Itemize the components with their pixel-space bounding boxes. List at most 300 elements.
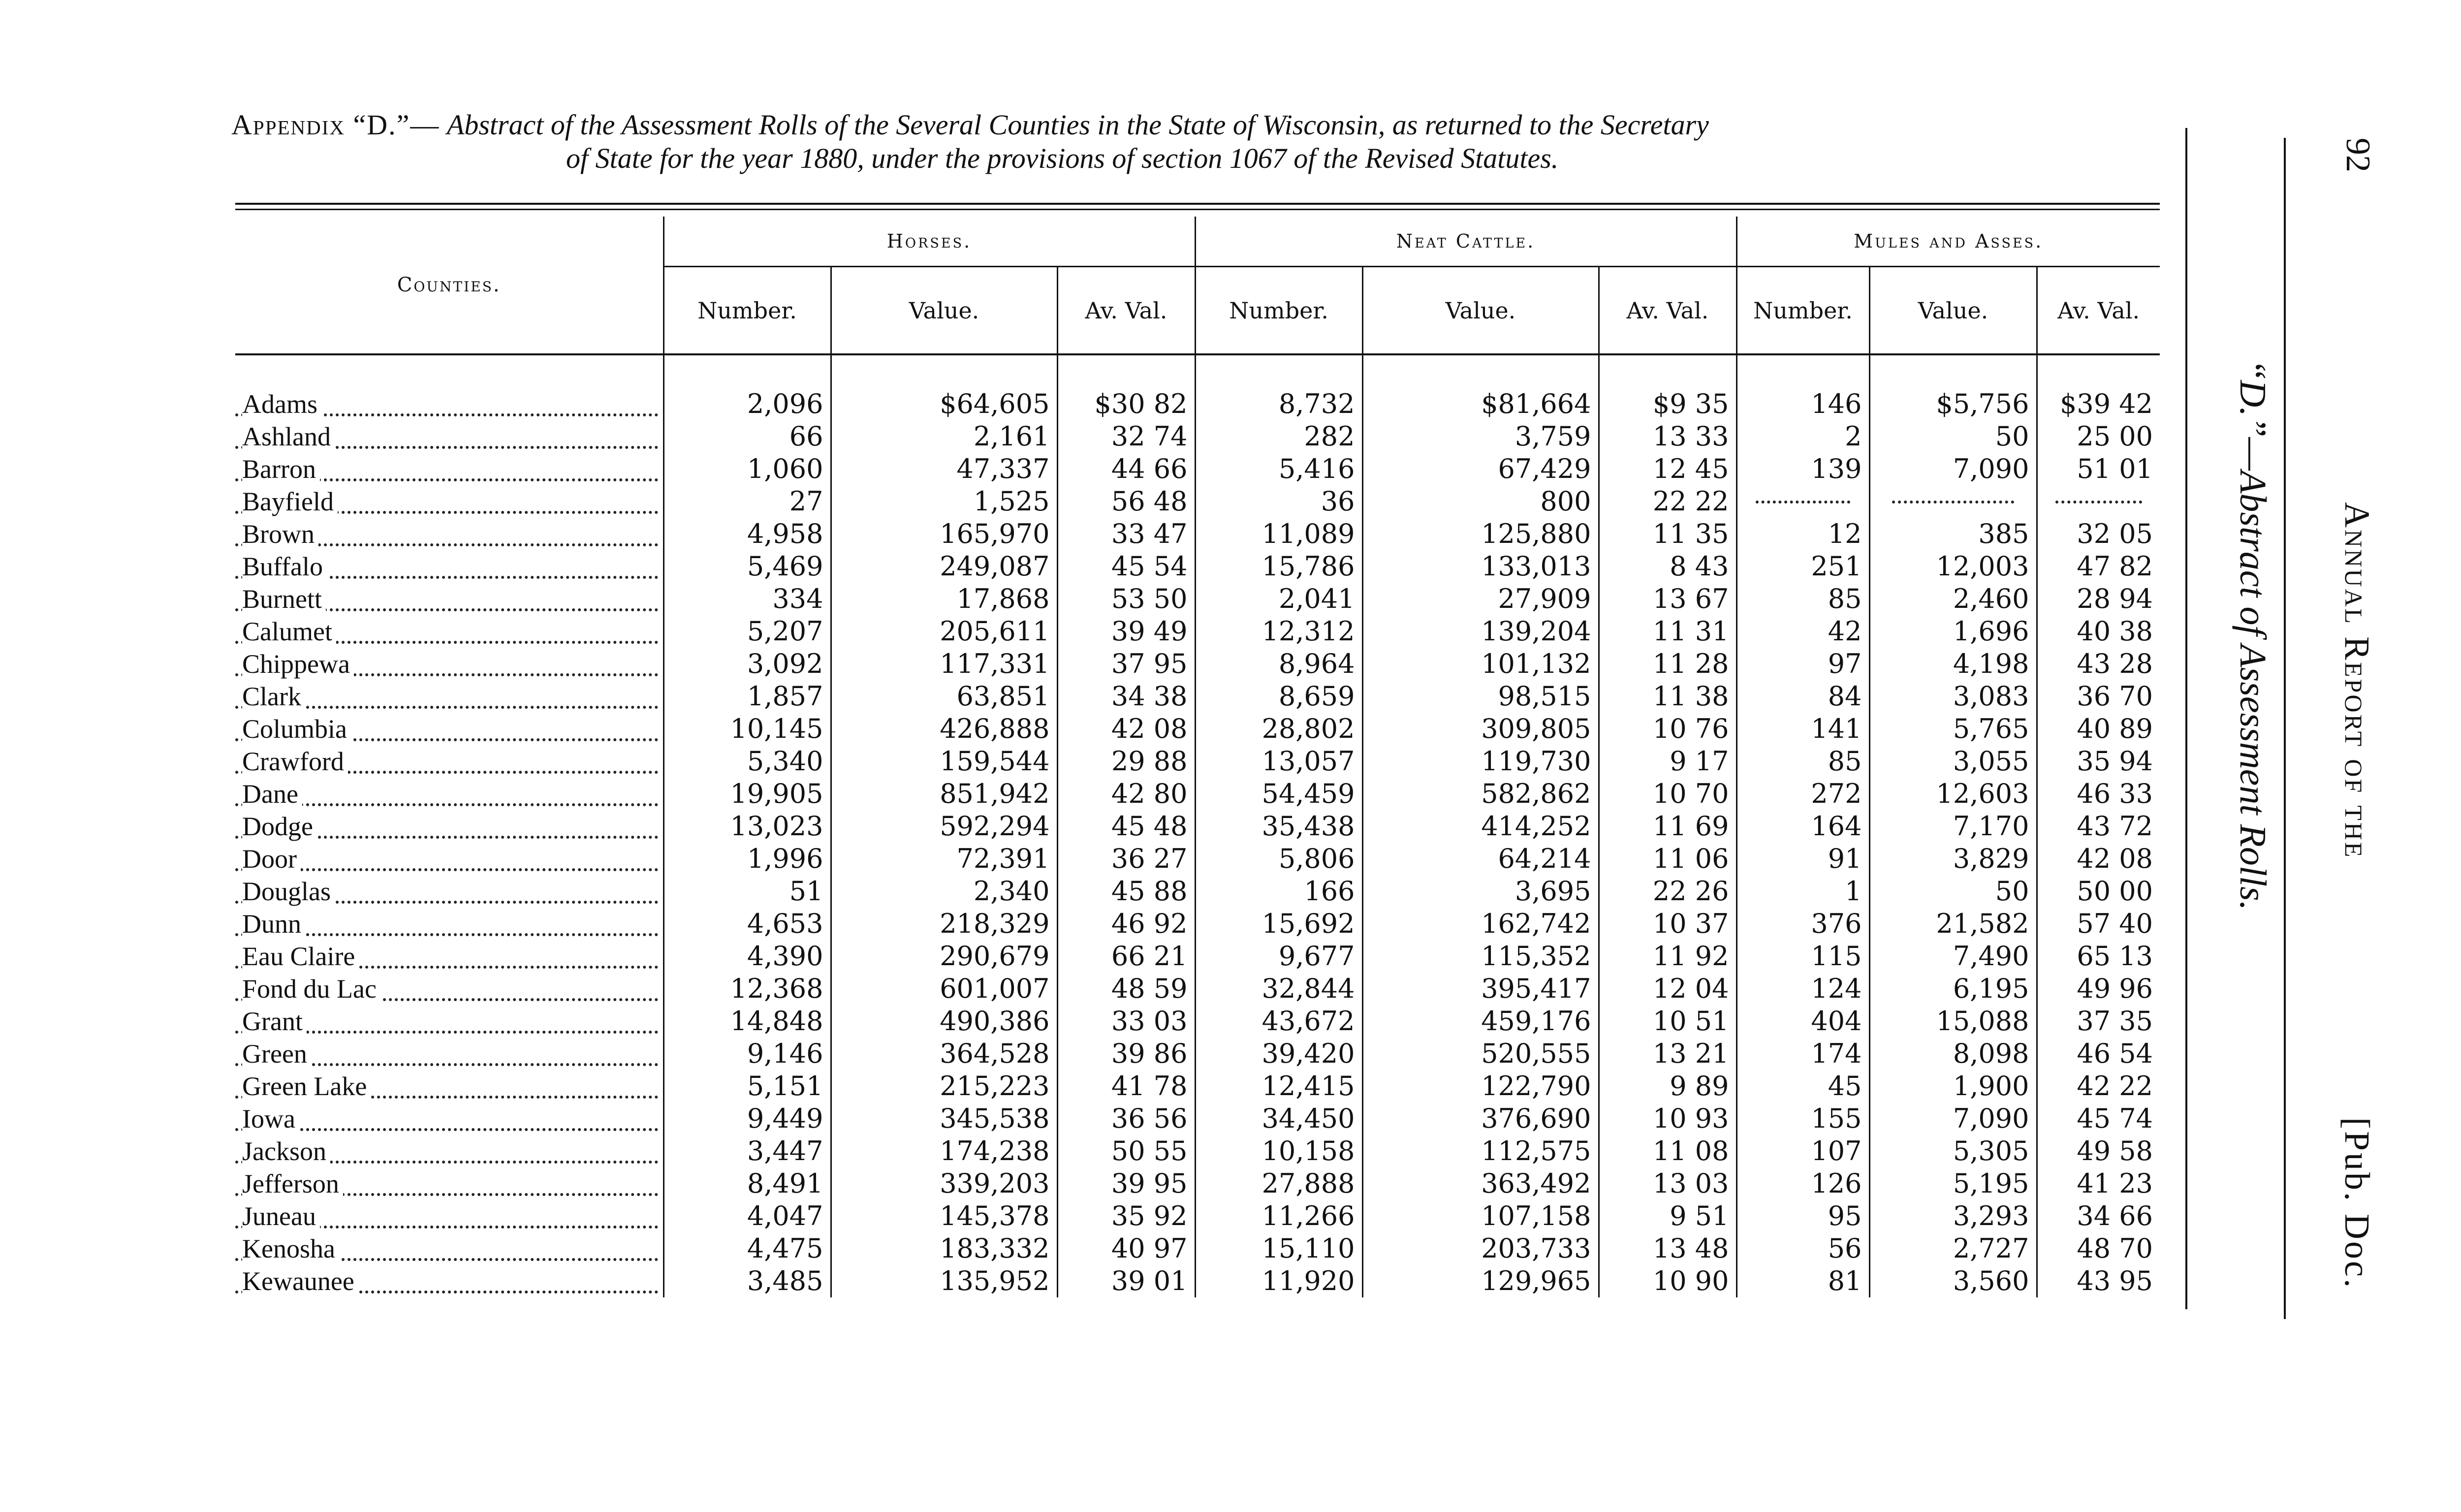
table-row [235, 583, 2160, 615]
value-cell: 13 21 [1599, 1038, 1736, 1070]
value-cell: 117,331 [831, 648, 1057, 680]
value-cell: 2,727 [1869, 1232, 2037, 1265]
value-cell: 49 96 [2037, 973, 2160, 1005]
value-cell: 9 17 [1599, 745, 1736, 778]
value-cell: 4,475 [663, 1232, 831, 1265]
value-cell: 10,145 [663, 713, 831, 745]
column-header: Av. Val. [1599, 267, 1736, 355]
value-cell: 85 [1736, 583, 1869, 615]
value-cell: 133,013 [1362, 550, 1599, 583]
county-name-cell [235, 1167, 663, 1200]
table-row [235, 843, 2160, 875]
county-name-cell [235, 908, 663, 940]
value-cell: 5,469 [663, 550, 831, 583]
value-cell: 49 58 [2037, 1135, 2160, 1167]
value-cell: 5,765 [1869, 713, 2037, 745]
value-cell: 39,420 [1195, 1038, 1362, 1070]
spine-rule [2284, 138, 2286, 1319]
value-cell: 45 54 [1057, 550, 1195, 583]
value-cell: 28 94 [2037, 583, 2160, 615]
value-cell: 11,266 [1195, 1200, 1362, 1232]
value-cell: 2 [1736, 420, 1869, 453]
value-cell: 272 [1736, 778, 1869, 810]
county-name-cell [235, 973, 663, 1005]
value-cell: 42 80 [1057, 778, 1195, 810]
value-cell: 41 23 [2037, 1167, 2160, 1200]
value-cell: 34 38 [1057, 680, 1195, 713]
value-cell: 91 [1736, 843, 1869, 875]
table-row [235, 420, 2160, 453]
value-cell: 33 03 [1057, 1005, 1195, 1038]
county-name-cell [235, 518, 663, 550]
value-cell: 1,525 [831, 485, 1057, 518]
value-cell: 249,087 [831, 550, 1057, 583]
value-cell: 12 04 [1599, 973, 1736, 1005]
value-cell: 7,170 [1869, 810, 2037, 843]
value-cell: 5,305 [1869, 1135, 2037, 1167]
value-cell: 9 89 [1599, 1070, 1736, 1102]
value-cell: 11 92 [1599, 940, 1736, 973]
value-cell: 11 35 [1599, 518, 1736, 550]
table-row [235, 648, 2160, 680]
county-name-cell [235, 1232, 663, 1265]
county-name: Dane [242, 779, 302, 809]
value-cell: 582,862 [1362, 778, 1599, 810]
value-cell: 13 33 [1599, 420, 1736, 453]
value-cell: 11 31 [1599, 615, 1736, 648]
value-cell: 3,759 [1362, 420, 1599, 453]
value-cell: 12 [1736, 518, 1869, 550]
value-cell: 10 70 [1599, 778, 1736, 810]
value-cell: 4,653 [663, 908, 831, 940]
table-row [235, 518, 2160, 550]
title-rule-upper [235, 203, 2160, 205]
value-cell: 44 66 [1057, 453, 1195, 485]
value-cell: 3,092 [663, 648, 831, 680]
value-cell: 3,055 [1869, 745, 2037, 778]
column-header: Value. [831, 267, 1057, 355]
page-number: 92 [2339, 138, 2377, 172]
value-cell: 1,060 [663, 453, 831, 485]
value-cell: 95 [1736, 1200, 1869, 1232]
value-cell: 251 [1736, 550, 1869, 583]
title-line-2: of State for the year 1880, under the provisions of section 1067 of the Revised Statutes. [566, 142, 1559, 174]
value-cell: 126 [1736, 1167, 1869, 1200]
value-cell: $30 82 [1057, 388, 1195, 420]
table-row [235, 973, 2160, 1005]
county-name: Green [242, 1039, 311, 1069]
value-cell: 12,415 [1195, 1070, 1362, 1102]
value-cell: 3,293 [1869, 1200, 2037, 1232]
value-cell: 10 51 [1599, 1005, 1736, 1038]
value-cell: 43 28 [2037, 648, 2160, 680]
value-cell: 395,417 [1362, 973, 1599, 1005]
county-name-cell [235, 1135, 663, 1167]
value-cell: 47 82 [2037, 550, 2160, 583]
value-cell: 22 22 [1599, 485, 1736, 518]
value-cell: 162,742 [1362, 908, 1599, 940]
value-cell: 3,829 [1869, 843, 2037, 875]
county-name-cell [235, 420, 663, 453]
value-cell: 215,223 [831, 1070, 1057, 1102]
value-cell: 37 35 [2037, 1005, 2160, 1038]
county-name: Green Lake [242, 1071, 371, 1101]
county-name: Calumet [242, 617, 336, 646]
group-horses: Horses. [663, 217, 1195, 267]
value-cell: 9,677 [1195, 940, 1362, 973]
empty-cell [1869, 485, 2037, 518]
value-cell: 40 97 [1057, 1232, 1195, 1265]
county-name: Kenosha [242, 1234, 339, 1263]
county-name: Burnett [242, 584, 326, 614]
value-cell: 2,041 [1195, 583, 1362, 615]
value-cell: 12,003 [1869, 550, 2037, 583]
value-cell: 51 01 [2037, 453, 2160, 485]
value-cell: 2,460 [1869, 583, 2037, 615]
value-cell: 28,802 [1195, 713, 1362, 745]
value-cell: 107 [1736, 1135, 1869, 1167]
county-name: Bayfield [242, 487, 338, 516]
value-cell: 164 [1736, 810, 1869, 843]
value-cell: 146 [1736, 388, 1869, 420]
county-name-cell [235, 843, 663, 875]
value-cell: 39 49 [1057, 615, 1195, 648]
value-cell: 345,538 [831, 1102, 1057, 1135]
value-cell: 42 08 [1057, 713, 1195, 745]
value-cell: 39 95 [1057, 1167, 1195, 1200]
title-line-1: Abstract of the Assessment Rolls of the Several Counties in the State of Wisconsin, as returned to the Secretary [446, 109, 1709, 141]
value-cell: 53 50 [1057, 583, 1195, 615]
value-cell: 8,659 [1195, 680, 1362, 713]
value-cell: 339,203 [831, 1167, 1057, 1200]
table-row [235, 1038, 2160, 1070]
table-row [235, 680, 2160, 713]
value-cell: 334 [663, 583, 831, 615]
value-cell: 3,560 [1869, 1265, 2037, 1297]
county-name-cell [235, 485, 663, 518]
value-cell: 54,459 [1195, 778, 1362, 810]
county-name-cell [235, 615, 663, 648]
value-cell: 520,555 [1362, 1038, 1599, 1070]
value-cell: 125,880 [1362, 518, 1599, 550]
value-cell: 459,176 [1362, 1005, 1599, 1038]
value-cell: 1,996 [663, 843, 831, 875]
county-name: Iowa [242, 1104, 299, 1134]
county-name-cell [235, 713, 663, 745]
value-cell: 50 [1869, 420, 2037, 453]
value-cell: 98,515 [1362, 680, 1599, 713]
empty-cell [1736, 485, 1869, 518]
value-cell: 11,089 [1195, 518, 1362, 550]
value-cell: 10 93 [1599, 1102, 1736, 1135]
value-cell: $39 42 [2037, 388, 2160, 420]
value-cell: 5,151 [663, 1070, 831, 1102]
value-cell: 601,007 [831, 973, 1057, 1005]
value-cell: 3,695 [1362, 875, 1599, 908]
value-cell: 36 27 [1057, 843, 1195, 875]
value-cell: 41 78 [1057, 1070, 1195, 1102]
value-cell: 8 43 [1599, 550, 1736, 583]
value-cell: 203,733 [1362, 1232, 1599, 1265]
value-cell: 27,909 [1362, 583, 1599, 615]
value-cell: 10,158 [1195, 1135, 1362, 1167]
value-cell: 36 70 [2037, 680, 2160, 713]
value-cell: 35 92 [1057, 1200, 1195, 1232]
value-cell: 32 05 [2037, 518, 2160, 550]
county-name-cell [235, 1038, 663, 1070]
value-cell: 27 [663, 485, 831, 518]
value-cell: 43 95 [2037, 1265, 2160, 1297]
value-cell: 13 48 [1599, 1232, 1736, 1265]
county-name: Clark [242, 682, 305, 711]
value-cell: 5,416 [1195, 453, 1362, 485]
value-cell: 129,965 [1362, 1265, 1599, 1297]
value-cell: 12,603 [1869, 778, 2037, 810]
county-name-cell [235, 388, 663, 420]
value-cell: 385 [1869, 518, 2037, 550]
value-cell: 50 [1869, 875, 2037, 908]
value-cell: 145,378 [831, 1200, 1057, 1232]
value-cell: 7,490 [1869, 940, 2037, 973]
table-row [235, 713, 2160, 745]
county-name-cell [235, 453, 663, 485]
table-row [235, 908, 2160, 940]
value-cell: 42 08 [2037, 843, 2160, 875]
value-cell: 165,970 [831, 518, 1057, 550]
county-name: Door [242, 844, 301, 874]
value-cell: 46 33 [2037, 778, 2160, 810]
value-cell: 11 28 [1599, 648, 1736, 680]
value-cell: 282 [1195, 420, 1362, 453]
value-cell: 107,158 [1362, 1200, 1599, 1232]
value-cell: 5,806 [1195, 843, 1362, 875]
value-cell: 112,575 [1362, 1135, 1599, 1167]
value-cell: 66 [663, 420, 831, 453]
value-cell: 174,238 [831, 1135, 1057, 1167]
value-cell: 10 76 [1599, 713, 1736, 745]
value-cell: 33 47 [1057, 518, 1195, 550]
county-name-cell [235, 550, 663, 583]
county-name-cell [235, 583, 663, 615]
value-cell: $5,756 [1869, 388, 2037, 420]
value-cell: 122,790 [1362, 1070, 1599, 1102]
value-cell: 115,352 [1362, 940, 1599, 973]
value-cell: 46 92 [1057, 908, 1195, 940]
value-cell: 14,848 [663, 1005, 831, 1038]
value-cell: 40 38 [2037, 615, 2160, 648]
table-row [235, 1070, 2160, 1102]
value-cell: 13,057 [1195, 745, 1362, 778]
title-year: 1880, [800, 142, 864, 174]
value-cell: 39 86 [1057, 1038, 1195, 1070]
value-cell: 8,732 [1195, 388, 1362, 420]
value-cell: 1,696 [1869, 615, 2037, 648]
value-cell: 364,528 [831, 1038, 1057, 1070]
value-cell: 9,146 [663, 1038, 831, 1070]
value-cell: 11 06 [1599, 843, 1736, 875]
county-name: Buffalo [242, 552, 327, 581]
county-name: Douglas [242, 877, 335, 906]
value-cell: 12 45 [1599, 453, 1736, 485]
county-name: Barron [242, 454, 320, 484]
county-name: Jefferson [242, 1169, 343, 1198]
value-cell: 72,391 [831, 843, 1057, 875]
value-cell: 66 21 [1057, 940, 1195, 973]
county-name: Brown [242, 519, 318, 549]
value-cell: 12,312 [1195, 615, 1362, 648]
value-cell: 9,449 [663, 1102, 831, 1135]
county-name-cell [235, 648, 663, 680]
table-row [235, 1135, 2160, 1167]
value-cell: 64,214 [1362, 843, 1599, 875]
value-cell: 135,952 [831, 1265, 1057, 1297]
county-name-cell [235, 940, 663, 973]
value-cell: 851,942 [831, 778, 1057, 810]
table-row [235, 1167, 2160, 1200]
value-cell: 13 67 [1599, 583, 1736, 615]
county-name: Eau Claire [242, 942, 359, 971]
spine-doc-label: [Pub. Doc. [2337, 1117, 2377, 1290]
table-row [235, 1200, 2160, 1232]
title-rule-lower [235, 209, 2160, 210]
county-name: Jackson [242, 1136, 330, 1166]
value-cell: 35 94 [2037, 745, 2160, 778]
table-row [235, 388, 2160, 420]
value-cell: 10 90 [1599, 1265, 1736, 1297]
value-cell: 17,868 [831, 583, 1057, 615]
value-cell: 174 [1736, 1038, 1869, 1070]
county-name-cell [235, 875, 663, 908]
value-cell: $81,664 [1362, 388, 1599, 420]
value-cell: 8,491 [663, 1167, 831, 1200]
value-cell: 4,390 [663, 940, 831, 973]
value-cell: 3,083 [1869, 680, 2037, 713]
county-name-cell [235, 680, 663, 713]
county-name: Grant [242, 1007, 307, 1036]
value-cell: $9 35 [1599, 388, 1736, 420]
value-cell: 43 72 [2037, 810, 2160, 843]
value-cell: 5,207 [663, 615, 831, 648]
title-section: 1067 [1229, 142, 1287, 174]
counties-header: Counties. [235, 217, 663, 354]
county-name-cell [235, 810, 663, 843]
value-cell: 36 56 [1057, 1102, 1195, 1135]
value-cell: 404 [1736, 1005, 1869, 1038]
value-cell: 15,786 [1195, 550, 1362, 583]
value-cell: 1,857 [663, 680, 831, 713]
group-mules-asses: Mules and Asses. [1736, 217, 2160, 267]
column-header: Av. Val. [2037, 267, 2160, 355]
value-cell: 139 [1736, 453, 1869, 485]
spine-caption: “D.”—Abstract of Assessment Rolls. [2232, 359, 2273, 911]
table-row [235, 453, 2160, 485]
value-cell: 45 74 [2037, 1102, 2160, 1135]
table-row [235, 940, 2160, 973]
value-cell: 2,096 [663, 388, 831, 420]
value-cell: 97 [1736, 648, 1869, 680]
value-cell: 11 08 [1599, 1135, 1736, 1167]
value-cell: 205,611 [831, 615, 1057, 648]
value-cell: 12,368 [663, 973, 831, 1005]
value-cell: 15,088 [1869, 1005, 2037, 1038]
value-cell: 426,888 [831, 713, 1057, 745]
value-cell: 309,805 [1362, 713, 1599, 745]
column-header: Av. Val. [1057, 267, 1195, 355]
value-cell: 4,958 [663, 518, 831, 550]
value-cell: 34 66 [2037, 1200, 2160, 1232]
value-cell: 7,090 [1869, 453, 2037, 485]
value-cell: 36 [1195, 485, 1362, 518]
value-cell: 48 70 [2037, 1232, 2160, 1265]
value-cell: 3,447 [663, 1135, 831, 1167]
value-cell: 29 88 [1057, 745, 1195, 778]
value-cell: 1 [1736, 875, 1869, 908]
county-name: Adams [242, 389, 321, 419]
value-cell: 101,132 [1362, 648, 1599, 680]
group-neat-cattle: Neat Cattle. [1195, 217, 1736, 267]
value-cell: 25 00 [2037, 420, 2160, 453]
county-name: Crawford [242, 747, 348, 776]
value-cell: 67,429 [1362, 453, 1599, 485]
value-cell: 159,544 [831, 745, 1057, 778]
value-cell: 63,851 [831, 680, 1057, 713]
value-cell: 22 26 [1599, 875, 1736, 908]
value-cell: 46 54 [2037, 1038, 2160, 1070]
page-title [231, 108, 2180, 175]
table-row [235, 778, 2160, 810]
value-cell: 48 59 [1057, 973, 1195, 1005]
value-cell: 592,294 [831, 810, 1057, 843]
value-cell: 45 [1736, 1070, 1869, 1102]
value-cell: 4,047 [663, 1200, 831, 1232]
assessment-table [235, 217, 2160, 1297]
value-cell: 56 48 [1057, 485, 1195, 518]
value-cell: 2,161 [831, 420, 1057, 453]
column-header: Number. [1195, 267, 1362, 355]
county-name-cell [235, 1200, 663, 1232]
county-name: Chippewa [242, 649, 354, 679]
column-header: Number. [1736, 267, 1869, 355]
value-cell: 290,679 [831, 940, 1057, 973]
value-cell: 5,195 [1869, 1167, 2037, 1200]
value-cell: 21,582 [1869, 908, 2037, 940]
value-cell: 218,329 [831, 908, 1057, 940]
value-cell: 9 51 [1599, 1200, 1736, 1232]
value-cell: 490,386 [831, 1005, 1057, 1038]
value-cell: 19,905 [663, 778, 831, 810]
value-cell: 56 [1736, 1232, 1869, 1265]
value-cell: 40 89 [2037, 713, 2160, 745]
empty-cell [2037, 485, 2160, 518]
value-cell: 32 74 [1057, 420, 1195, 453]
value-cell: 11 69 [1599, 810, 1736, 843]
value-cell: 47,337 [831, 453, 1057, 485]
right-margin-rule [2185, 128, 2187, 1309]
value-cell: 414,252 [1362, 810, 1599, 843]
value-cell: 37 95 [1057, 648, 1195, 680]
value-cell: 27,888 [1195, 1167, 1362, 1200]
county-name-cell [235, 1070, 663, 1102]
value-cell: 363,492 [1362, 1167, 1599, 1200]
value-cell: 11,920 [1195, 1265, 1362, 1297]
value-cell: 7,090 [1869, 1102, 2037, 1135]
value-cell: 51 [663, 875, 831, 908]
value-cell: 15,110 [1195, 1232, 1362, 1265]
value-cell: 50 55 [1057, 1135, 1195, 1167]
county-name: Kewaunee [242, 1266, 358, 1296]
county-name-cell [235, 1005, 663, 1038]
value-cell: 3,485 [663, 1265, 831, 1297]
